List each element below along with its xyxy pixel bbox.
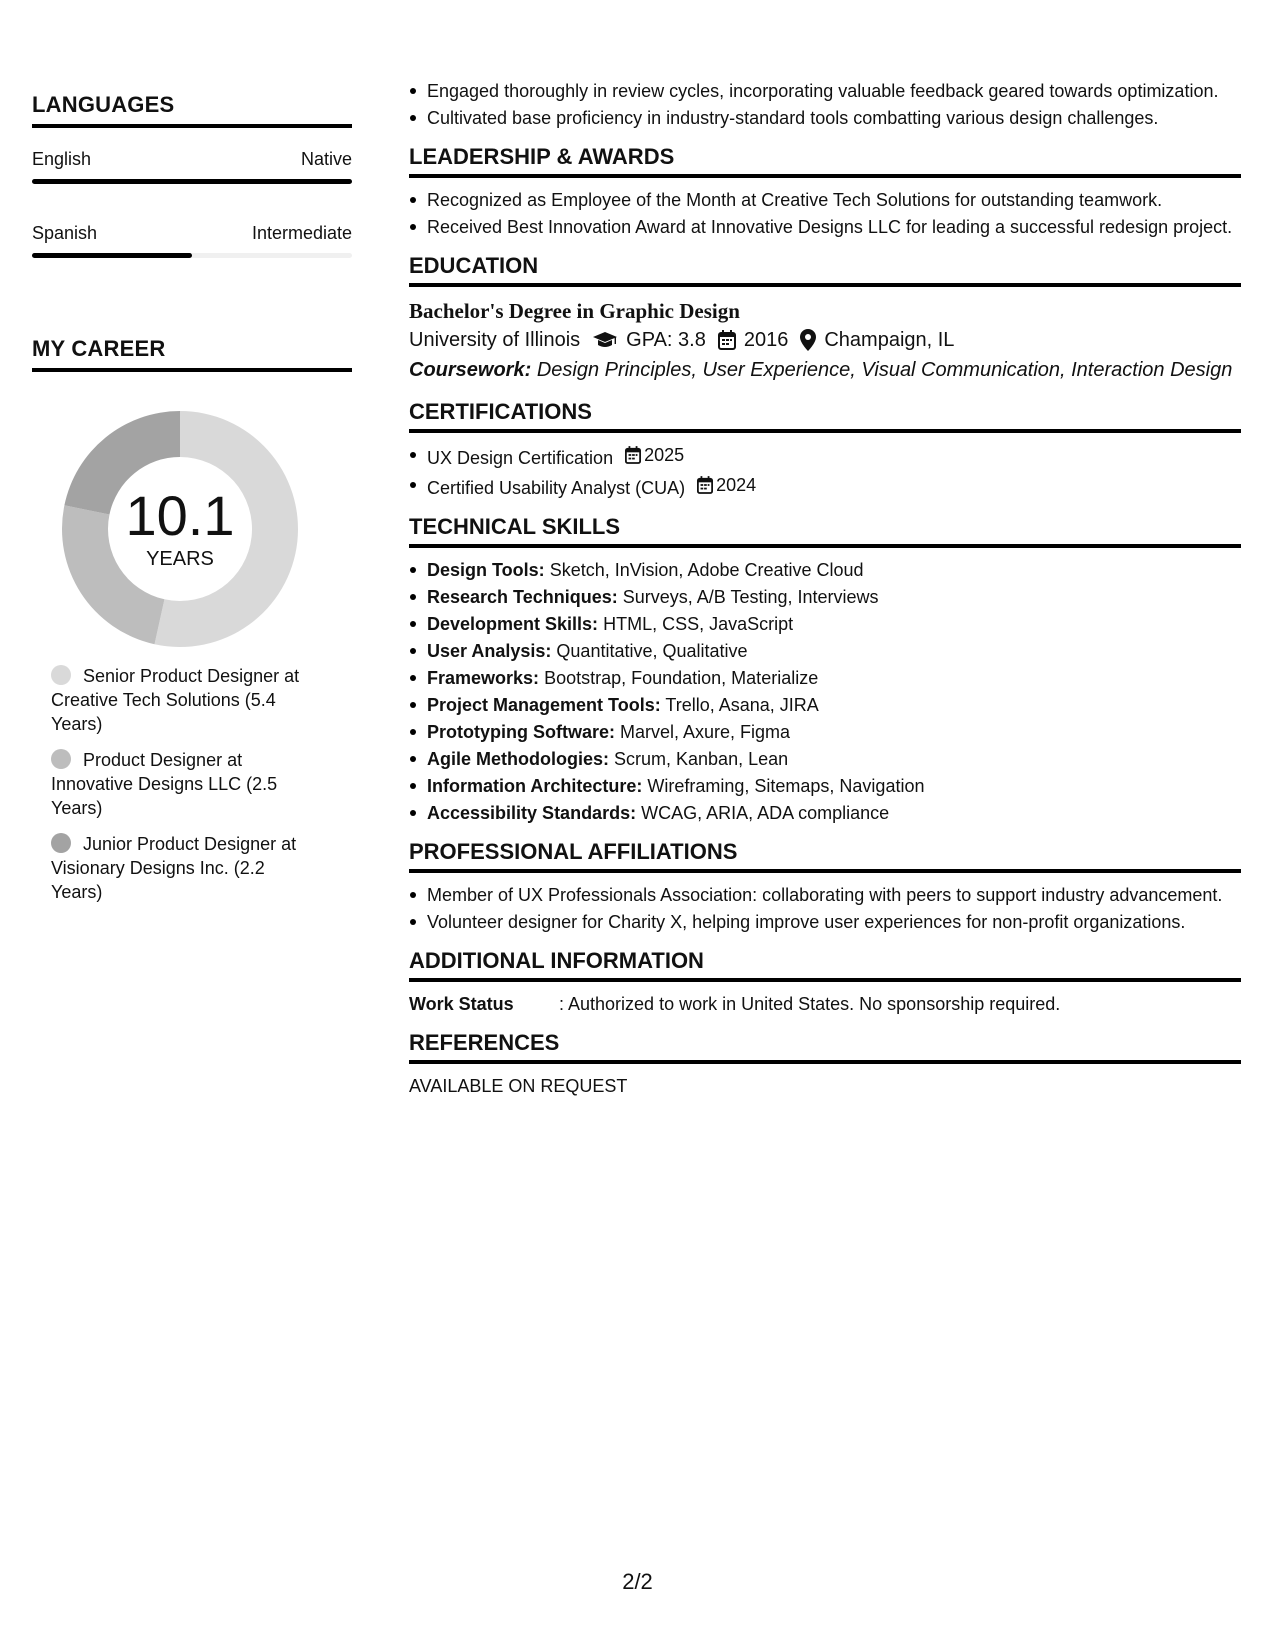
references-heading: REFERENCES — [409, 1030, 1241, 1064]
leadership-section — [409, 144, 1241, 239]
legend-dot — [51, 665, 71, 685]
skill-item — [409, 585, 1241, 609]
skill-item — [409, 774, 1241, 798]
certification-year: 2024 — [716, 475, 757, 495]
career-donut-chart — [32, 380, 352, 644]
calendar-icon — [697, 476, 713, 494]
skill-item — [409, 639, 1241, 663]
skill-item — [409, 612, 1241, 636]
skill-value: Scrum, Kanban, Lean — [614, 749, 789, 769]
additional-heading: ADDITIONAL INFORMATION — [409, 948, 1241, 982]
skill-value: Sketch, InVision, Adobe Creative Cloud — [549, 560, 864, 580]
language-item — [32, 222, 352, 258]
career-section — [32, 336, 352, 904]
certification-item — [409, 443, 1241, 470]
list-item: Member of UX Professionals Association: collaborating with peers to support industry advancement. — [409, 883, 1241, 907]
language-proficiency-bar — [32, 253, 352, 258]
skill-value: Quantitative, Qualitative — [556, 641, 748, 661]
references-text: AVAILABLE ON REQUEST — [409, 1076, 628, 1096]
career-total-years: 10.1 — [125, 484, 235, 547]
certification-name: Certified Usability Analyst (CUA) — [427, 478, 686, 498]
career-legend — [32, 664, 312, 904]
education-heading: EDUCATION — [409, 253, 1241, 287]
skill-item — [409, 801, 1241, 825]
skill-value: Trello, Asana, JIRA — [665, 695, 819, 715]
skill-label: Information Architecture: — [427, 776, 643, 796]
skill-label: Research Techniques: — [427, 587, 618, 607]
education-coursework — [409, 355, 1241, 385]
language-proficiency-bar — [32, 179, 352, 184]
skills-heading: TECHNICAL SKILLS — [409, 514, 1241, 548]
legend-item — [51, 748, 312, 820]
skill-label: User Analysis: — [427, 641, 552, 661]
graduation-cap-icon — [592, 331, 618, 349]
skill-value: WCAG, ARIA, ADA compliance — [641, 803, 890, 823]
language-level: Native — [300, 149, 352, 169]
legend-label: Product Designer at Innovative Designs LLC (2.5 Years) — [51, 750, 278, 818]
skill-label: Project Management Tools: — [427, 695, 661, 715]
certification-name: UX Design Certification — [427, 448, 614, 468]
affiliations-section — [409, 839, 1241, 934]
leadership-heading: LEADERSHIP & AWARDS — [409, 144, 1241, 178]
skill-item — [409, 747, 1241, 771]
certification-year: 2025 — [644, 445, 685, 465]
skill-label: Frameworks: — [427, 668, 540, 688]
skill-item — [409, 693, 1241, 717]
affiliations-heading: PROFESSIONAL AFFILIATIONS — [409, 839, 1241, 873]
page-number: 2/2 — [622, 1569, 653, 1594]
donut-center — [57, 406, 303, 652]
work-status-row — [409, 992, 1241, 1016]
skill-item — [409, 720, 1241, 744]
certifications-section — [409, 399, 1241, 500]
coursework-value: Design Principles, User Experience, Visual Communication, Interaction Design — [536, 359, 1233, 381]
language-level: Intermediate — [251, 223, 352, 243]
languages-heading: LANGUAGES — [32, 92, 352, 128]
skill-label: Prototyping Software: — [427, 722, 615, 742]
legend-dot — [51, 749, 71, 769]
education-meta — [409, 325, 1241, 355]
skill-label: Design Tools: — [427, 560, 545, 580]
career-heading: MY CAREER — [32, 336, 352, 372]
work-status-label: Work Status — [409, 994, 514, 1014]
legend-label: Junior Product Designer at Visionary Designs Inc. (2.2 Years) — [51, 834, 297, 902]
skill-value: Surveys, A/B Testing, Interviews — [622, 587, 879, 607]
languages-section — [32, 92, 352, 258]
skill-label: Accessibility Standards: — [427, 803, 637, 823]
skill-label: Development Skills: — [427, 614, 599, 634]
skills-section — [409, 514, 1241, 825]
list-item: Recognized as Employee of the Month at Creative Tech Solutions for outstanding teamwork. — [409, 188, 1241, 212]
education-degree: Bachelor's Degree in Graphic Design — [409, 299, 740, 323]
coursework-label: Coursework: — [409, 359, 532, 381]
skill-value: HTML, CSS, JavaScript — [603, 614, 794, 634]
certification-item — [409, 473, 1241, 500]
work-status-value: : Authorized to work in United States. No sponsorship required. — [559, 994, 1061, 1014]
certifications-heading: CERTIFICATIONS — [409, 399, 1241, 433]
left-column — [32, 92, 352, 916]
skill-item — [409, 666, 1241, 690]
experience-bullets — [409, 79, 1241, 130]
references-section — [409, 1030, 1241, 1098]
education-year: 2016 — [743, 329, 789, 351]
language-proficiency-fill — [32, 253, 192, 258]
skill-value: Marvel, Axure, Figma — [620, 722, 791, 742]
list-item: Volunteer designer for Charity X, helping improve user experiences for non-profit organizations. — [409, 910, 1241, 934]
language-item — [32, 148, 352, 184]
education-section — [409, 253, 1241, 385]
education-school: University of Illinois — [409, 329, 581, 351]
legend-item — [51, 832, 312, 904]
skill-value: Bootstrap, Foundation, Materialize — [544, 668, 819, 688]
skill-label: Agile Methodologies: — [427, 749, 609, 769]
calendar-icon — [625, 446, 641, 464]
skill-item — [409, 558, 1241, 582]
additional-section — [409, 948, 1241, 1016]
list-item: Cultivated base proficiency in industry-standard tools combatting various design challenges. — [409, 106, 1241, 130]
career-years-unit: YEARS — [146, 548, 214, 570]
right-column — [409, 79, 1241, 1098]
education-gpa: GPA: 3.8 — [626, 329, 706, 351]
legend-item — [51, 664, 312, 736]
list-item: Engaged thoroughly in review cycles, incorporating valuable feedback geared towards optimization. — [409, 79, 1241, 103]
location-pin-icon — [800, 329, 816, 351]
language-name: Spanish — [32, 223, 98, 243]
list-item: Received Best Innovation Award at Innovative Designs LLC for leading a successful redesign project. — [409, 215, 1241, 239]
language-name: English — [32, 149, 92, 169]
calendar-icon — [718, 330, 736, 350]
legend-label: Senior Product Designer at Creative Tech Solutions (5.4 Years) — [51, 666, 300, 734]
education-location: Champaign, IL — [824, 329, 955, 351]
legend-dot — [51, 833, 71, 853]
language-proficiency-fill — [32, 179, 352, 184]
skill-value: Wireframing, Sitemaps, Navigation — [647, 776, 925, 796]
